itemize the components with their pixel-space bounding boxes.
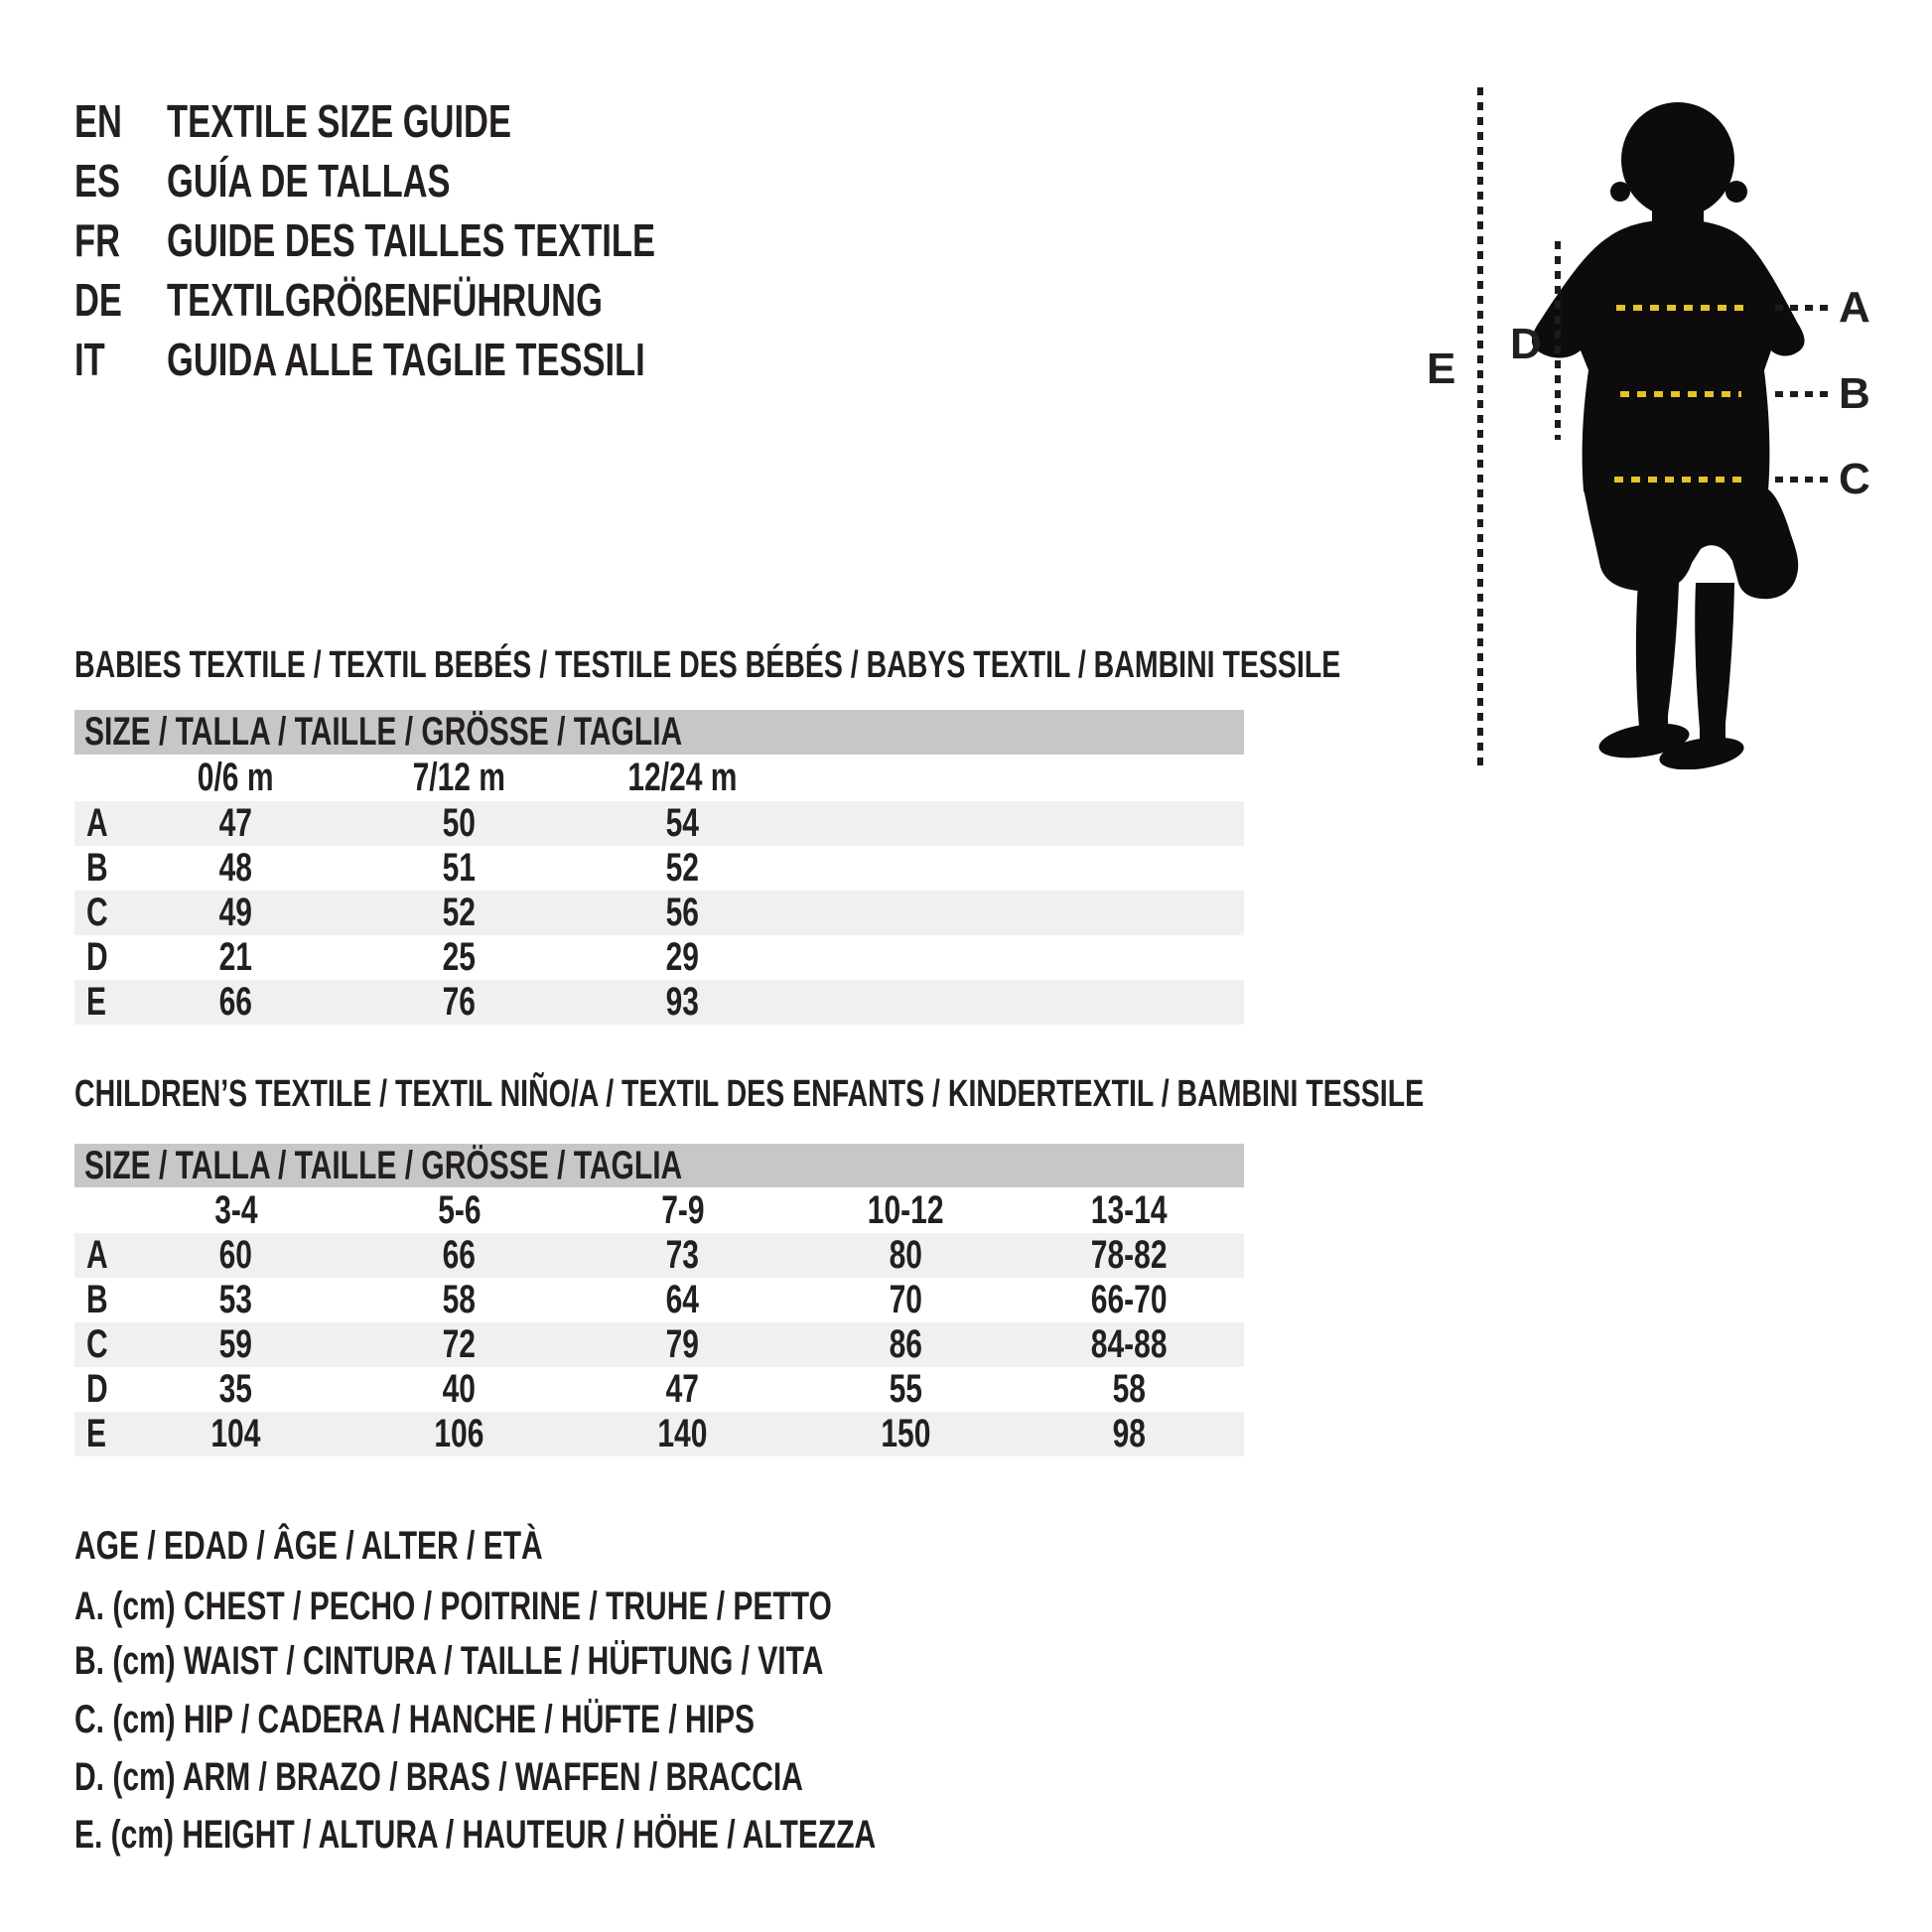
chest-measure-line-a xyxy=(1616,305,1743,311)
table-cell: 58 xyxy=(442,1278,477,1321)
table-row xyxy=(74,935,1244,980)
legend-line-arm: D. (cm) ARM / BRAZO / BRAS / WAFFEN / BRACCIA xyxy=(74,1755,803,1799)
table-cell: 29 xyxy=(665,935,700,979)
table-cell: 35 xyxy=(218,1367,253,1411)
table-row xyxy=(74,1322,1244,1367)
language-row xyxy=(74,216,769,264)
table-cell: 58 xyxy=(1112,1367,1147,1411)
table-cell: 80 xyxy=(889,1233,923,1277)
column-header: 7-9 xyxy=(660,1187,705,1232)
language-code: EN xyxy=(74,95,122,147)
table-cell: 84-88 xyxy=(1091,1322,1168,1366)
babies-section-heading-text: BABIES TEXTILE / TEXTIL BEBÉS / TESTILE DES BÉBÉS / BABYS TEXTIL / BAMBINI TESSILE xyxy=(74,644,1341,686)
table-cell: 72 xyxy=(442,1322,477,1366)
children-section-heading xyxy=(74,1072,1873,1116)
table-cell: 52 xyxy=(442,891,477,934)
babies-size-header-text: SIZE / TALLA / TAILLE / GRÖSSE / TAGLIA xyxy=(84,710,683,754)
table-cell: 66-70 xyxy=(1091,1278,1168,1321)
row-label: C xyxy=(86,891,108,934)
hip-measure-leader-c xyxy=(1775,477,1830,483)
language-title: GUIDA ALLE TAGLIE TESSILI xyxy=(167,334,645,385)
table-row xyxy=(74,801,1244,846)
table-row xyxy=(74,1367,1244,1412)
table-cell: 50 xyxy=(442,801,477,845)
children-size-header-text: SIZE / TALLA / TAILLE / GRÖSSE / TAGLIA xyxy=(84,1143,683,1187)
table-cell: 55 xyxy=(889,1367,923,1411)
language-title: TEXTILGRÖßENFÜHRUNG xyxy=(167,274,603,326)
figure-label-d: D xyxy=(1510,320,1542,368)
table-cell: 48 xyxy=(218,846,253,890)
language-row xyxy=(74,276,769,324)
column-header: 3-4 xyxy=(213,1187,258,1232)
table-row xyxy=(74,980,1244,1025)
table-cell: 66 xyxy=(218,980,253,1024)
table-cell: 25 xyxy=(442,935,477,979)
row-label: A xyxy=(86,801,108,845)
table-cell: 140 xyxy=(657,1412,708,1455)
table-cell: 70 xyxy=(889,1278,923,1321)
table-cell: 59 xyxy=(218,1322,253,1366)
table-cell: 51 xyxy=(442,846,477,890)
table-cell: 64 xyxy=(665,1278,700,1321)
table-cell: 56 xyxy=(665,891,700,934)
table-cell: 49 xyxy=(218,891,253,934)
table-cell: 86 xyxy=(889,1322,923,1366)
row-label: B xyxy=(86,846,108,890)
row-label: E xyxy=(86,980,107,1024)
babies-section-heading xyxy=(74,643,1762,687)
column-header: 10-12 xyxy=(868,1187,944,1232)
column-header: 13-14 xyxy=(1091,1187,1168,1232)
babies-size-header-bar xyxy=(74,710,1244,755)
legend-line-waist: B. (cm) WAIST / CINTURA / TAILLE / HÜFTUNG / VITA xyxy=(74,1639,824,1683)
table-cell: 21 xyxy=(218,935,253,979)
table-cell: 93 xyxy=(665,980,700,1024)
row-label: E xyxy=(86,1412,107,1455)
column-header: 5-6 xyxy=(437,1187,482,1232)
waist-measure-leader-b xyxy=(1775,391,1830,397)
table-cell: 150 xyxy=(881,1412,931,1455)
table-cell: 52 xyxy=(665,846,700,890)
arm-measure-line-d xyxy=(1555,241,1561,440)
legend-line-hip: C. (cm) HIP / CADERA / HANCHE / HÜFTE / HIPS xyxy=(74,1698,756,1741)
table-cell: 40 xyxy=(442,1367,477,1411)
children-size-header-bar xyxy=(74,1144,1244,1187)
row-label: A xyxy=(86,1233,108,1277)
language-code: DE xyxy=(74,274,122,326)
table-cell: 60 xyxy=(218,1233,253,1277)
table-row xyxy=(74,891,1244,935)
table-cell: 66 xyxy=(442,1233,477,1277)
figure-label-a: A xyxy=(1839,283,1870,332)
table-row xyxy=(74,1278,1244,1322)
table-cell: 76 xyxy=(442,980,477,1024)
row-label: B xyxy=(86,1278,108,1321)
language-title: GUIDE DES TAILLES TEXTILE xyxy=(167,214,655,266)
language-row xyxy=(74,157,769,205)
hip-measure-line-c xyxy=(1614,477,1743,483)
language-row xyxy=(74,336,769,383)
table-row xyxy=(74,1233,1244,1278)
legend-line-age: AGE / EDAD / ÂGE / ALTER / ETÀ xyxy=(74,1524,543,1568)
children-section-heading-text: CHILDREN’S TEXTILE / TEXTIL NIÑO/A / TEXTIL DES ENFANTS / KINDERTEXTIL / BAMBINI TESSILE xyxy=(74,1073,1425,1115)
row-label: D xyxy=(86,1367,108,1411)
table-cell: 54 xyxy=(665,801,700,845)
table-cell: 104 xyxy=(210,1412,261,1455)
legend-line-chest: A. (cm) CHEST / PECHO / POITRINE / TRUHE / PETTO xyxy=(74,1585,832,1628)
row-label: D xyxy=(86,935,108,979)
table-cell: 73 xyxy=(665,1233,700,1277)
figure-label-e: E xyxy=(1427,345,1456,393)
table-cell: 106 xyxy=(434,1412,484,1455)
table-cell: 79 xyxy=(665,1322,700,1366)
table-row xyxy=(74,1412,1244,1456)
language-code: ES xyxy=(74,155,121,207)
row-label: C xyxy=(86,1322,108,1366)
column-header: 12/24 m xyxy=(627,756,738,799)
chest-measure-leader-a xyxy=(1775,305,1830,311)
figure-label-c: C xyxy=(1839,455,1870,503)
language-row xyxy=(74,97,769,145)
table-row xyxy=(74,846,1244,891)
table-cell: 47 xyxy=(218,801,253,845)
legend-line-height: E. (cm) HEIGHT / ALTURA / HAUTEUR / HÖHE / ALTEZZA xyxy=(74,1813,877,1857)
babies-column-header-row xyxy=(74,755,1244,801)
column-header: 7/12 m xyxy=(412,756,506,799)
language-title: TEXTILE SIZE GUIDE xyxy=(167,95,511,147)
column-header: 0/6 m xyxy=(198,756,274,799)
language-code: IT xyxy=(74,334,105,385)
figure-label-b: B xyxy=(1839,369,1870,418)
language-title: GUÍA DE TALLAS xyxy=(167,155,451,207)
table-cell: 98 xyxy=(1112,1412,1147,1455)
table-cell: 78-82 xyxy=(1091,1233,1168,1277)
waist-measure-line-b xyxy=(1620,391,1741,397)
table-cell: 47 xyxy=(665,1367,700,1411)
table-cell: 53 xyxy=(218,1278,253,1321)
children-column-header-row xyxy=(74,1187,1244,1233)
language-code: FR xyxy=(74,214,120,266)
